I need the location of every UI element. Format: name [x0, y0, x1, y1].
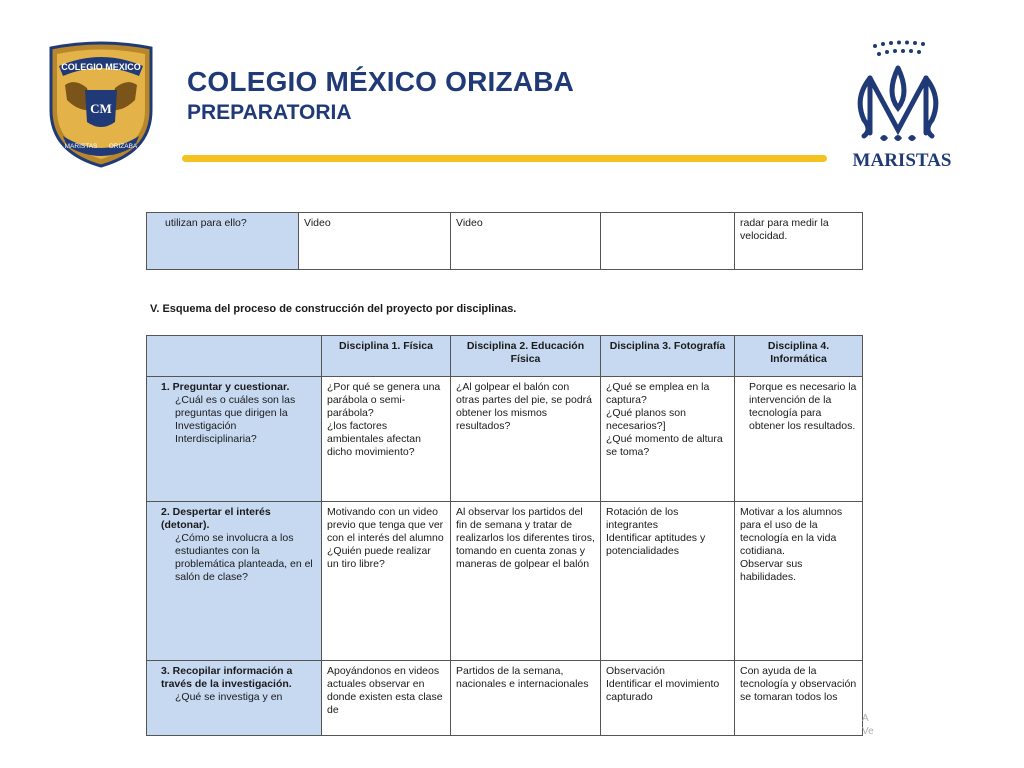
table-cell — [601, 213, 735, 270]
table-header-row — [147, 336, 863, 377]
row-title: 3. Recopilar información a través de la investigación. — [161, 665, 293, 690]
table-cell: Video — [451, 213, 601, 270]
edge-text: A Ve — [862, 713, 874, 737]
row-header-cell — [147, 377, 322, 502]
page-subtitle: PREPARATORIA — [187, 101, 352, 124]
svg-text:CM: CM — [90, 101, 112, 116]
row-title: 1. Preguntar y cuestionar. — [161, 381, 290, 393]
previous-table-fragment — [146, 212, 863, 270]
table-header-cell — [147, 336, 322, 377]
table-cell: Observación Identificar el movimiento capturado — [601, 661, 735, 736]
svg-text:MARISTAS: MARISTAS — [64, 143, 98, 150]
table-cell: ¿Qué se emplea en la captura? ¿Qué planos son necesarios?] ¿Qué momento de altura se toma? — [601, 377, 735, 502]
disciplines-table — [146, 335, 863, 736]
header-title-block — [187, 65, 574, 127]
row-title: 2. Despertar el interés (detonar). — [161, 506, 271, 531]
row-question: ¿Cómo se involucra a los estudiantes con la problemática planteada, en el salón de clase? — [175, 532, 313, 583]
table-cell: Con ayuda de la tecnología y observación se tomaran todos los — [735, 661, 863, 736]
row-question: ¿Qué se investiga y en — [175, 691, 283, 703]
svg-text:ORIZABA: ORIZABA — [108, 143, 138, 150]
table-row — [147, 502, 863, 661]
table-cell: Al observar los partidos del fin de semana y tratar de realizarlos los diferentes tiros, tomando en cuenta zonas y maneras de golpear el balón — [451, 502, 601, 661]
table-cell: ¿Al golpear el balón con otras partes del pie, se podrá obtener los mismos resultados? — [451, 377, 601, 502]
table-header-cell: Disciplina 4. Informática — [735, 336, 863, 377]
svg-text:COLEGIO MEXICO: COLEGIO MEXICO — [61, 62, 141, 72]
table-header-cell: Disciplina 1. Física — [322, 336, 451, 377]
table-cell: utilizan para ello? — [147, 213, 299, 270]
row-header-cell — [147, 661, 322, 736]
table-cell: Partidos de la semana, nacionales e internacionales — [451, 661, 601, 736]
table-cell: ¿Por qué se genera una parábola o semi-parábola? ¿los factores ambientales afectan dicho movimiento? — [322, 377, 451, 502]
row-header-cell — [147, 502, 322, 661]
table-cell: Apoyándonos en videos actuales observar en donde existen esta clase de — [322, 661, 451, 736]
row-question: ¿Cuál es o cuáles son las preguntas que dirigen la Investigación Interdisciplinaria? — [175, 394, 296, 445]
table-cell: radar para medir la velocidad. — [735, 213, 863, 270]
table-header-cell: Disciplina 2. Educación Física — [451, 336, 601, 377]
page-title: COLEGIO MÉXICO ORIZABA — [187, 66, 575, 97]
section-title: V. Esquema del proceso de construcción del proyecto por disciplinas. — [150, 303, 517, 315]
table-cell: Motivar a los alumnos para el uso de la tecnología en la vida cotidiana. Observar sus habilidades. — [735, 502, 863, 661]
table-cell: Rotación de los integrantes Identificar aptitudes y potencialidades — [601, 502, 735, 661]
table-row — [147, 661, 863, 736]
table-cell: Porque es necesario la intervención de la tecnología para obtener los resultados. — [735, 377, 863, 502]
svg-text:MARISTAS: MARISTAS — [852, 150, 952, 171]
table-cell: Video — [299, 213, 451, 270]
colegio-mexico-crest-icon — [45, 40, 157, 170]
header-divider — [182, 155, 827, 162]
table-cell: Motivando con un video previo que tenga que ver con el interés del alumno ¿Quién puede realizar un tiro libre? — [322, 502, 451, 661]
table-row — [147, 377, 863, 502]
maristas-monogram-icon — [840, 38, 970, 178]
table-header-cell: Disciplina 3. Fotografía — [601, 336, 735, 377]
